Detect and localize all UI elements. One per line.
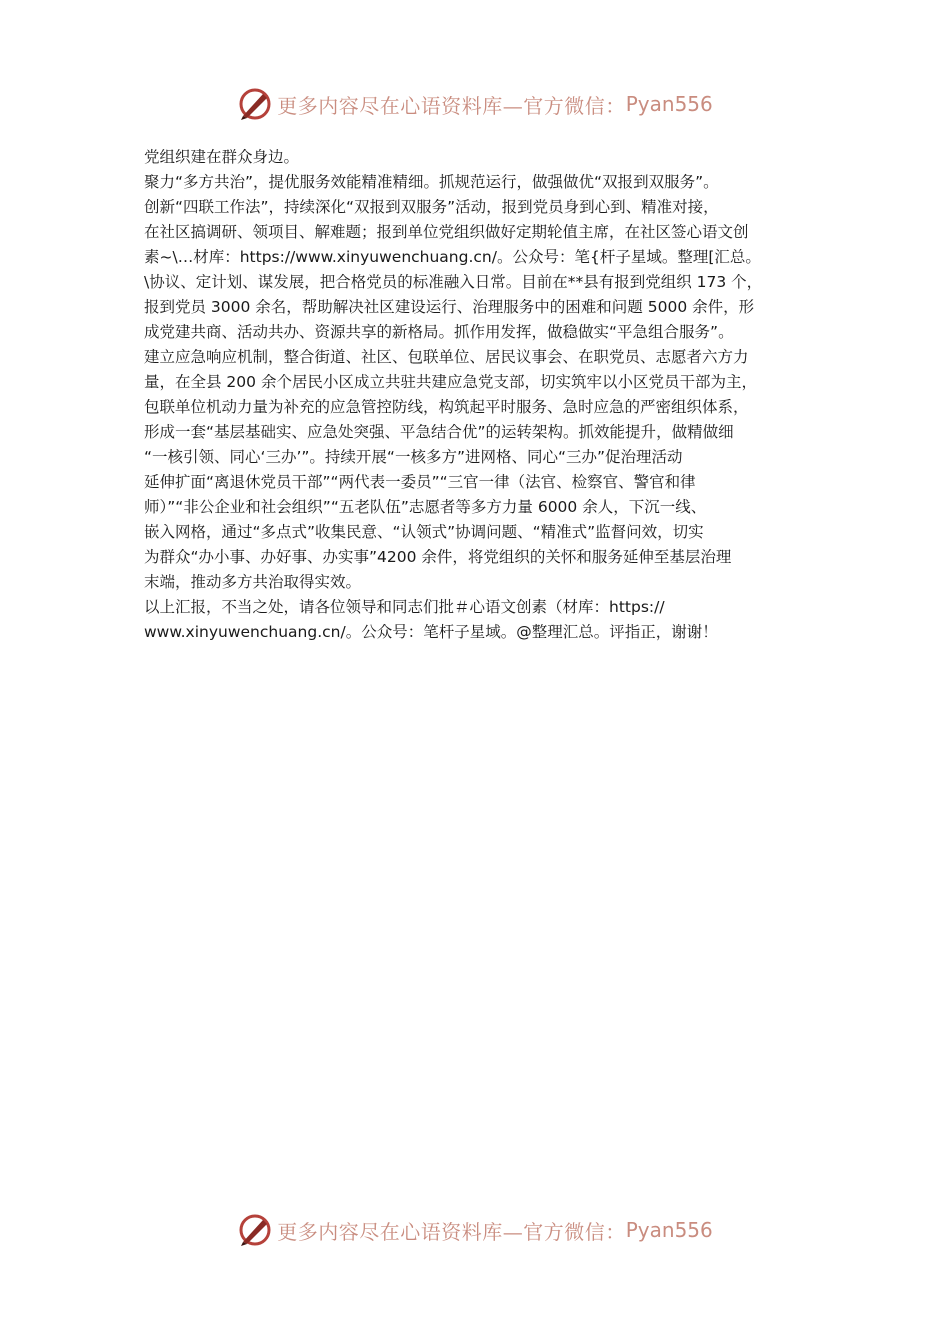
body-line: 为群众“办小事、办好事、办实事”4200 余件，将党组织的关怀和服务延伸至基层治理 [144,548,732,566]
body-line: 末端，推动多方共治取得实效。 [144,573,362,591]
body-line: 量，在全县 200 余个居民小区成立共驻共建应急党支部，切实筑牢以小区党员干部为主， [144,373,757,391]
pen-icon [237,1212,273,1248]
body-line: 延伸扩面“离退休党员干部”“两代表一委员”“三官一律（法官、检察官、警官和律 [144,473,696,491]
body-line: 在社区搞调研、领项目、解难题；报到单位党组织做好定期轮值主席，在社区签心语文创 [144,223,749,241]
body-line: 建立应急响应机制，整合街道、社区、包联单位、居民议事会、在职党员、志愿者六方力 [144,348,749,366]
body-line: 素~\…材库：https://www.xinyuwenchuang.cn/。公众号：笔{杆子星域。整理[汇总。 [144,248,761,266]
body-line: 聚力“多方共治”，提优服务效能精准精细。抓规范运行，做强做优“双报到双服务”。 [144,173,719,191]
body-line: 以上汇报，不当之处，请各位领导和同志们批＃心语文创素（材库：https:// [144,598,665,616]
body-line: 包联单位机动力量为补充的应急管控防线，构筑起平时服务、急时应急的严密组织体系， [144,398,749,416]
footer-banner [0,1210,950,1250]
banner-text: 更多内容尽在心语资料库—官方微信： [277,93,626,118]
body-line: www.xinyuwenchuang.cn/。公众号：笔杆子星域。@整理汇总。评指正，谢谢！ [144,623,718,641]
banner-text: 更多内容尽在心语资料库—官方微信： [277,1219,626,1244]
body-line: \协议、定计划、谋发展，把合格党员的标准融入日常。目前在**县有报到党组织 173 个， [144,273,763,291]
banner-wechat-id: Pyan556 [625,1218,713,1242]
body-line: 师）”“非公企业和社会组织”“五老队伍”志愿者等多方力量 6000 余人，下沉一线、 [144,498,707,516]
banner-wechat-id: Pyan556 [625,92,713,116]
body-line: 报到党员 3000 余名，帮助解决社区建设运行、治理服务中的困难和问题 5000 余件，形 [144,298,755,316]
header-banner [0,84,950,124]
pen-icon [237,86,273,122]
body-line: 党组织建在群众身边。 [144,148,300,166]
document-body [144,145,812,645]
body-line: 形成一套“基层基础实、应急处突强、平急结合优”的运转架构。抓效能提升，做精做细 [144,423,734,441]
body-line: 成党建共商、活动共办、资源共享的新格局。抓作用发挥，做稳做实“平急组合服务”。 [144,323,734,341]
body-line: “一核引领、同心‘三办’”。持续开展“一核多方”进网格、同心“三办”促治理活动 [144,448,683,466]
body-line: 创新“四联工作法”，持续深化“双报到双服务”活动，报到党员身到心到、精准对接， [144,198,719,216]
body-line: 嵌入网格，通过“多点式”收集民意、“认领式”协调问题、“精准式”监督问效，切实 [144,523,704,541]
